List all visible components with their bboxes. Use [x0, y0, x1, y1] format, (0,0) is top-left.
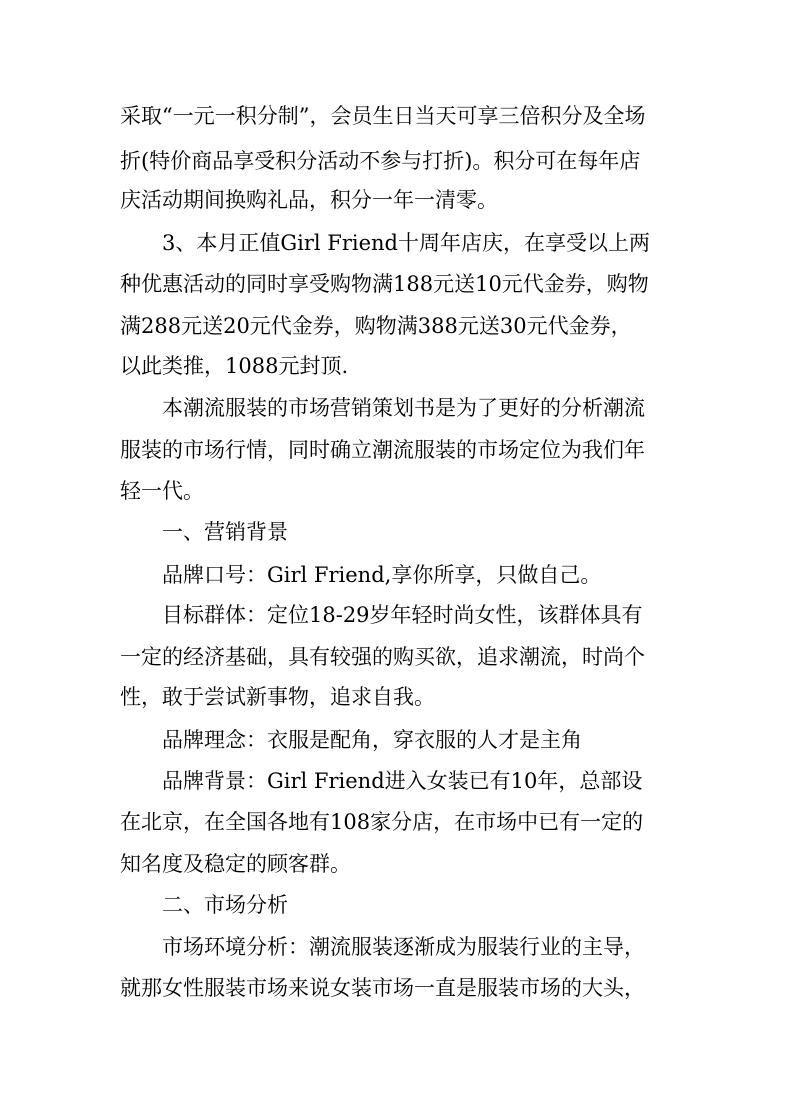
paragraph-line: 品牌口号：Girl Friend,享你所享，只做自己。	[162, 563, 602, 587]
paragraph-line: 就那女性服装市场来说女装市场一直是服装市场的大头，	[120, 976, 645, 1000]
paragraph-line: 折(特价商品享受积分活动不参与打折)。积分可在每年店	[120, 149, 641, 173]
paragraph-line: 性，敢于尝试新事物，追求自我。	[120, 685, 435, 709]
paragraph-line: 以此类推，1088元封顶.	[120, 354, 349, 378]
paragraph-line: 庆活动期间换购礼品，积分一年一清零。	[120, 188, 498, 212]
paragraph-line: 采取“一元一积分制”，会员生日当天可享三倍积分及全场	[120, 104, 646, 128]
paragraph-line: 品牌背景：Girl Friend进入女装已有10年，总部设	[162, 769, 643, 793]
section-heading: 二、市场分析	[162, 893, 288, 917]
paragraph-line: 目标群体：定位18-29岁年轻时尚女性，该群体具有	[162, 603, 643, 627]
paragraph-line: 本潮流服装的市场营销策划书是为了更好的分析潮流	[162, 396, 645, 420]
paragraph-line: 轻一代。	[120, 479, 204, 503]
paragraph-line: 满288元送20元代金券，购物满388元送30元代金券，	[120, 314, 632, 338]
paragraph-line: 种优惠活动的同时享受购物满188元送10元代金券，购物	[120, 272, 649, 296]
paragraph-line: 3、本月正值Girl Friend十周年店庆，在享受以上两	[162, 231, 651, 255]
section-heading: 一、营销背景	[162, 520, 288, 544]
paragraph-line: 知名度及稳定的顾客群。	[120, 852, 351, 876]
paragraph-line: 市场环境分析：潮流服装逐渐成为服装行业的主导，	[162, 935, 645, 959]
paragraph-line: 在北京，在全国各地有108家分店，在市场中已有一定的	[120, 810, 644, 834]
paragraph-line: 品牌理念：衣服是配角，穿衣服的人才是主角	[162, 728, 582, 752]
paragraph-line: 服装的市场行情，同时确立潮流服装的市场定位为我们年	[120, 438, 645, 462]
paragraph-line: 一定的经济基础，具有较强的购买欲，追求潮流，时尚个	[120, 645, 645, 669]
